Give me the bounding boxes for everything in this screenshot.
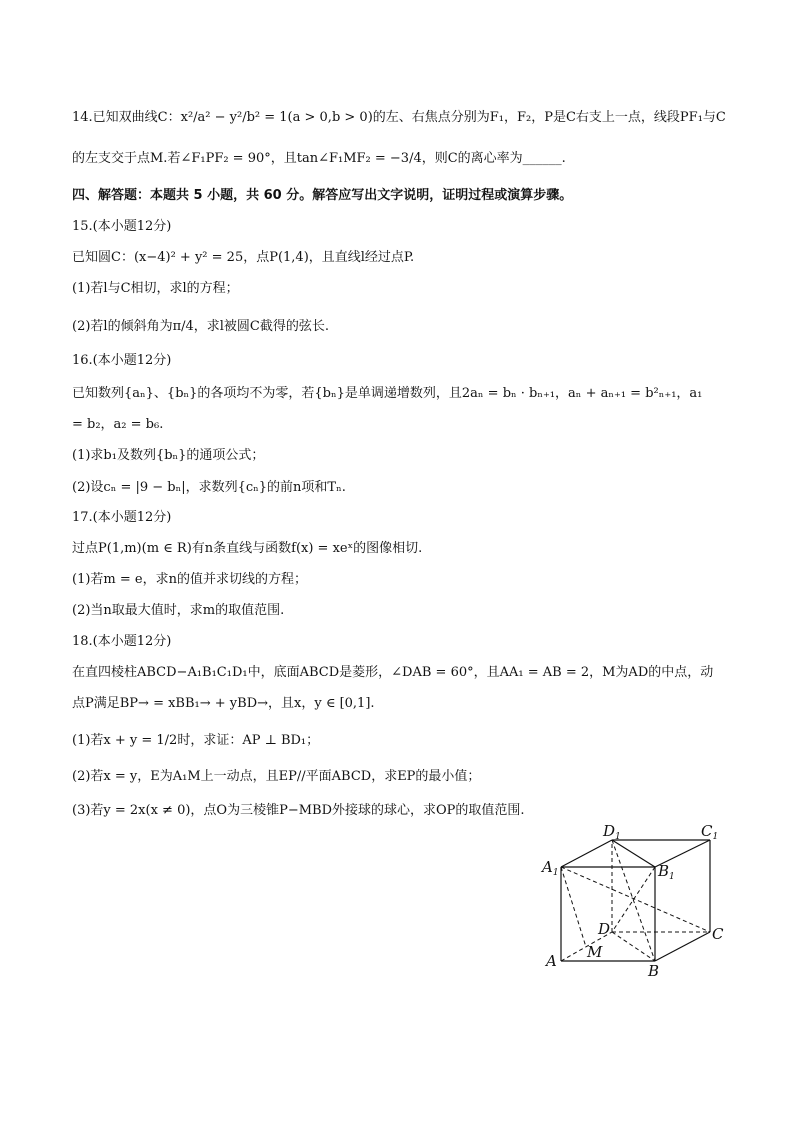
problem-18-statement-1: 在直四棱柱ABCD−A₁B₁C₁D₁中，底面ABCD是菱形，∠DAB = 60°，且AA₁ = AB = 2，M为AD的中点，动 [72,665,714,680]
problem-18-statement-2: 点P满足BP→ = xBB₁→ + yBD→，且x，y ∈ [0,1]. [72,696,375,711]
hidden-B1-D [612,867,655,932]
hidden-A-D [561,932,612,961]
problem-17-part-2: (2)当n取最大值时，求m的取值范围. [72,603,285,618]
problem-14-line-1: 14.已知双曲线C：x²/a² − y²/b² = 1(a > 0,b > 0)的左、右焦点分别为F₁，F₂，P是C右支上一点，线段PF₁与C [72,110,726,125]
edge-C1-B1 [655,840,710,867]
problem-17-statement: 过点P(1,m)(m ∈ R)有n条直线与函数f(x) = xeˣ的图像相切. [72,541,423,556]
problem-18-part-1: (1)若x + y = 1/2时，求证：AP ⊥ BD₁； [72,733,320,748]
problem-18-part-2: (2)若x = y，E为A₁M上一动点，且EP//平面ABCD，求EP的最小值； [72,769,481,784]
problem-16-part-2: (2)设cₙ = |9 − bₙ|，求数列{cₙ}的前n项和Tₙ. [72,480,346,495]
section-heading: 四、解答题：本题共 5 小题，共 60 分。解答应写出文字说明，证明过程或演算步骤。 [72,188,573,203]
label-A1: $A_1$ [542,858,559,878]
label-A: A [546,952,557,970]
problem-18-header: 18.(本小题12分) [72,634,172,649]
hidden-A1-M [561,867,586,947]
label-M: M [587,943,603,961]
problem-17-part-1: (1)若m = e，求n的值并求切线的方程； [72,572,307,587]
hidden-D1-B [612,840,655,961]
problem-14-line-2: 的左支交于点M.若∠F₁PF₂ = 90°，且tan∠F₁MF₂ = −3/4，则C的离心率为______. [72,151,566,166]
hidden-D-B [612,932,655,961]
label-D: D [598,920,611,938]
problem-17-header: 17.(本小题12分) [72,510,172,525]
edge-A1-D1 [561,840,612,867]
edge-A1-B1-diag [612,840,655,867]
label-D1: $D_1$ [603,822,621,842]
hidden-A1-C [561,867,710,932]
edge-B-C [655,932,710,961]
problem-16-part-1: (1)求b₁及数列{bₙ}的通项公式； [72,448,265,463]
problem-16-header: 16.(本小题12分) [72,353,172,368]
problem-15-part-1: (1)若l与C相切，求l的方程； [72,281,239,296]
label-C: C [712,925,724,943]
problem-16-statement-2: = b₂，a₂ = b₆. [72,417,164,432]
problem-18-part-3: (3)若y = 2x(x ≠ 0)，点O为三棱锥P−MBD外接球的球心，求OP的取值范围. [72,803,525,818]
label-C1: $C_1$ [701,822,719,842]
label-B: B [648,962,660,980]
problem-15-part-2: (2)若l的倾斜角为π/4，求l被圆C截得的弦长. [72,319,330,334]
label-B1: $B_1$ [658,862,675,882]
problem-16-statement-1: 已知数列{aₙ}、{bₙ}的各项均不为零，若{bₙ}是单调递增数列，且2aₙ = bₙ · bₙ₊₁，aₙ + aₙ₊₁ = b²ₙ₊₁，a₁ [72,386,703,401]
problem-15-statement: 已知圆C：(x−4)² + y² = 25，点P(1,4)，且直线l经过点P. [72,250,415,265]
problem-15-header: 15.(本小题12分) [72,219,172,234]
